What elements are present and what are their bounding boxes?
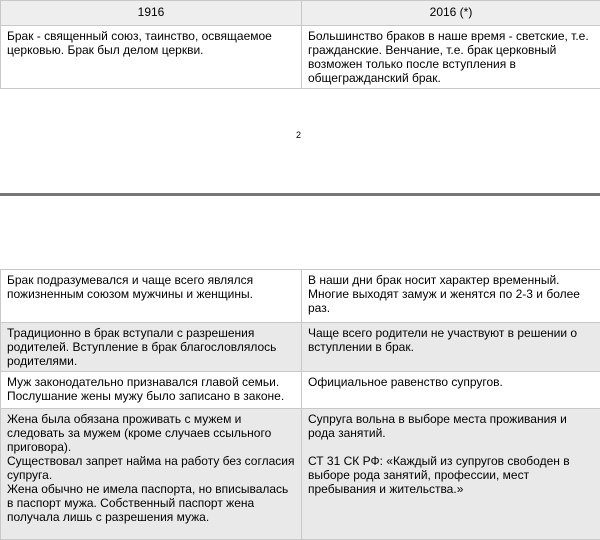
table-row <box>1 323 600 372</box>
cell-1916-wife-obligations <box>1 409 302 540</box>
cell-2016-freedom-of-choice <box>302 409 600 540</box>
page-number: 2 <box>296 130 302 140</box>
table-row <box>1 409 600 540</box>
paragraph-freedom: Супруга вольна в выборе места проживания и рода занятий. <box>308 412 567 440</box>
cell-2016-temporary-union: В наши дни брак носит характер временный. Многие выходят замуж и женятся по 2-3 и более раз. <box>302 270 600 323</box>
paragraph-family-code-article: СТ 31 СК РФ: «Каждый из супругов свободен в выборе рода занятий, профессии, мест пребывания и жительства.» <box>308 454 570 496</box>
cell-2016-parents-not-involved: Чаще всего родители не участвуют в решении о вступлении в брак. <box>302 323 600 372</box>
cell-1916-lifelong-union: Брак подразумевался и чаще всего являлся пожизненным союзом мужчины и женщины. <box>1 270 302 323</box>
comparison-table-bottom <box>0 269 600 540</box>
table-row <box>1 372 600 409</box>
paragraph-residence: Жена была обязана проживать с мужем и следовать за мужем (кроме случаев ссыльного приговора). <box>7 412 272 454</box>
paragraph-passport: Жена обычно не имела паспорта, но вписывалась в паспорт мужа. Собственный паспорт жена получала лишь с разрешения мужа. <box>7 482 289 524</box>
comparison-table-top <box>0 0 600 89</box>
cell-2016-equality: Официальное равенство супругов. <box>302 372 600 409</box>
header-1916: 1916 <box>1 1 302 26</box>
paragraph-employment-ban: Существовал запрет найма на работу без согласия супруга. <box>7 454 295 482</box>
table-row <box>1 270 600 323</box>
cell-1916-parental-permission: Традиционно в брак вступали с разрешения родителей. Вступление в брак благословлялось родителями. <box>1 323 302 372</box>
cell-2016-civil-marriage: Большинство браков в наше время - светские, т.е. гражданские. Венчание, т.е. брак церковный возможен только после вступления в общегражданский брак. <box>302 26 600 89</box>
cell-1916-marriage-sacrament: Брак - священный союз, таинство, освящаемое церковью. Брак был делом церкви. <box>1 26 302 89</box>
header-2016: 2016 (*) <box>302 1 600 26</box>
cell-1916-husband-head: Муж законодательно признавался главой семьи. Послушание жены мужу было записано в законе. <box>1 372 302 409</box>
header-row <box>1 1 600 26</box>
table-row <box>1 26 600 89</box>
page-break-divider <box>0 193 600 196</box>
